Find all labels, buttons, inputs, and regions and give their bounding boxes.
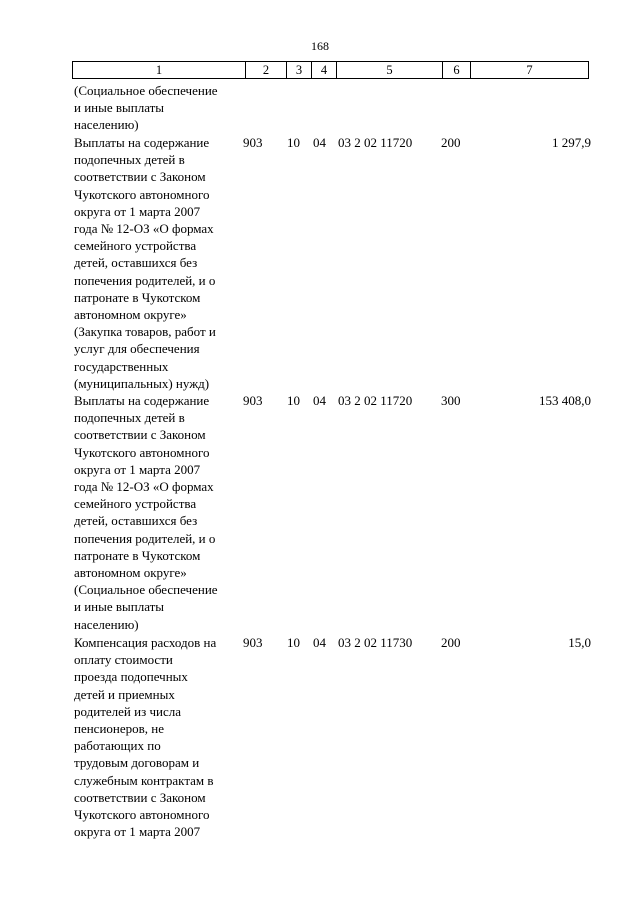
row-ministry-code: 903: [243, 393, 263, 408]
row-name: Компенсация расходов на оплату стоимости проезда подопечных детей и приемных родителей из числа пенсионеров, не работающих по трудовым договорам и служебным контрактам в соответствии с Законом Чукотского автономного округа от 1 марта 2007: [74, 635, 217, 840]
column-header-3: 3: [287, 61, 312, 79]
row-section: 10: [287, 135, 300, 150]
row-amount: 153 408,0: [539, 393, 591, 408]
row-amount: 15,0: [568, 635, 591, 650]
column-header-6: 6: [443, 61, 471, 79]
row-name: (Социальное обеспечение и иные выплаты населению): [74, 83, 218, 133]
row-expense-type: 200: [441, 135, 461, 150]
column-header-4: 4: [312, 61, 337, 79]
row-name: Выплаты на содержание подопечных детей в соответствии с Законом Чукотского автономного округа от 1 марта 2007 года № 12-ОЗ «О формах семейного устройства детей, оставшихся без попечения родителей, и о патронате в Чукотском автономном округе» (Социальное обеспечение и иные выплаты населению): [74, 393, 218, 632]
row-ministry-code: 903: [243, 635, 263, 650]
row-expense-type: 200: [441, 635, 461, 650]
row-subsection: 04: [313, 393, 326, 408]
column-header-1: 1: [72, 61, 246, 79]
row-target-code: 03 2 02 11730: [338, 635, 413, 650]
table-header: [72, 61, 589, 80]
row-section: 10: [287, 393, 300, 408]
column-header-7: 7: [471, 61, 589, 79]
row-target-code: 03 2 02 11720: [338, 135, 413, 150]
row-ministry-code: 903: [243, 135, 263, 150]
column-header-5: 5: [337, 61, 443, 79]
row-expense-type: 300: [441, 393, 461, 408]
page-number: 168: [311, 39, 329, 53]
row-amount: 1 297,9: [552, 135, 591, 150]
row-target-code: 03 2 02 11720: [338, 393, 413, 408]
column-header-2: 2: [246, 61, 287, 79]
row-subsection: 04: [313, 135, 326, 150]
row-subsection: 04: [313, 635, 326, 650]
row-name: Выплаты на содержание подопечных детей в соответствии с Законом Чукотского автономного округа от 1 марта 2007 года № 12-ОЗ «О формах семейного устройства детей, оставшихся без попечения родителей, и о патронате в Чукотском автономном округе» (Закупка товаров, работ и услуг для обеспечения государственных (муниципальных) нужд): [74, 135, 216, 391]
row-section: 10: [287, 635, 300, 650]
